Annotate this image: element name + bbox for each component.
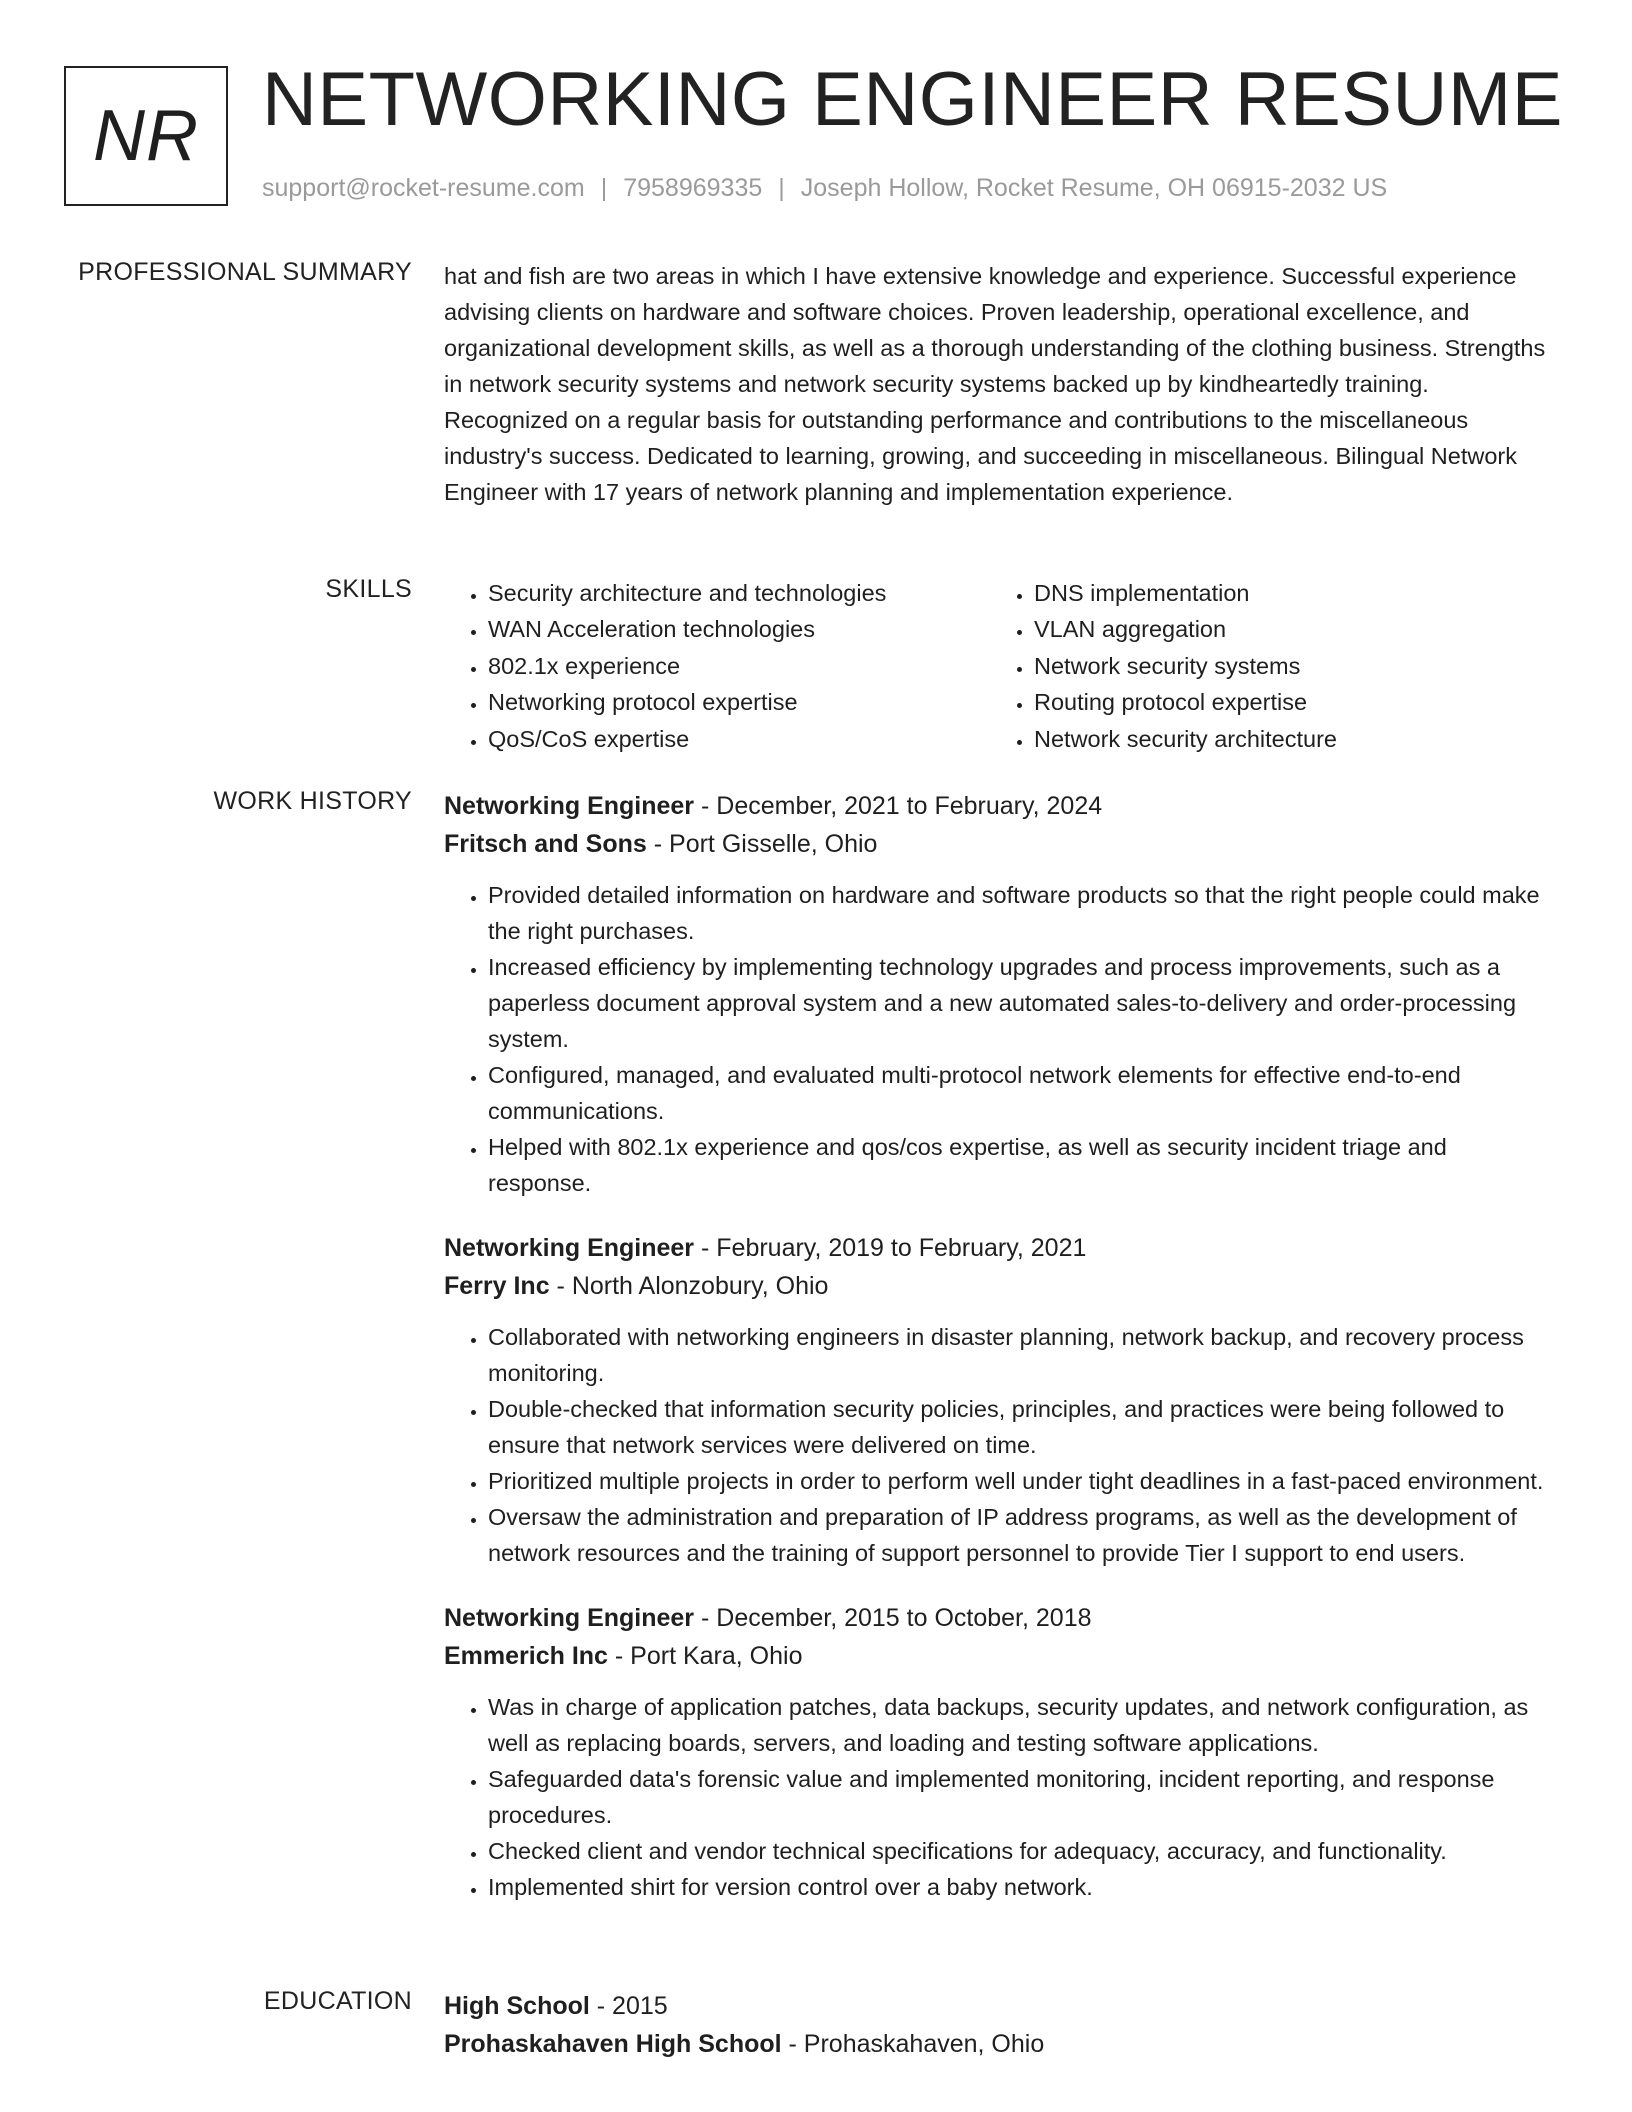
- skill-item: • QoS/CoS expertise: [488, 721, 990, 757]
- job-dates: - December, 2021 to February, 2024: [694, 792, 1103, 820]
- contact-separator: |: [600, 174, 608, 202]
- skill-item: • WAN Acceleration technologies: [488, 611, 990, 647]
- skills-label: SKILLS: [325, 575, 412, 603]
- job-bullets: [444, 877, 1556, 1201]
- job-bullets: [444, 1689, 1556, 1905]
- skills-list-right: [990, 575, 1536, 757]
- job-entry: [444, 1599, 1556, 1905]
- contact-phone[interactable]: 7958969335: [623, 174, 763, 202]
- job-title: Networking Engineer: [444, 792, 695, 820]
- job-title: Networking Engineer: [444, 1234, 695, 1262]
- skill-item: • Routing protocol expertise: [1034, 684, 1536, 720]
- job-title-line: [444, 787, 1556, 825]
- job-dates: - December, 2015 to October, 2018: [694, 1604, 1092, 1632]
- skill-item: • DNS implementation: [1034, 575, 1536, 611]
- summary-body: [444, 258, 1556, 510]
- skills-grid: [444, 575, 1556, 757]
- job-dates: - February, 2019 to February, 2021: [694, 1234, 1087, 1262]
- job-title-line: [444, 1229, 1556, 1267]
- job-location: - North Alonzobury, Ohio: [549, 1272, 829, 1300]
- job-bullet: • Provided detailed information on hardware and software products so that the right people could make the right purchases.: [488, 877, 1556, 949]
- education-school-line: [444, 2025, 1556, 2063]
- job-title-line: [444, 1599, 1556, 1637]
- job-bullet: • Oversaw the administration and preparation of IP address programs, as well as the development of network resources and the training of support personnel to provide Tier I support to end users.: [488, 1499, 1556, 1571]
- skill-item: • 802.1x experience: [488, 648, 990, 684]
- job-bullet: • Safeguarded data's forensic value and implemented monitoring, incident reporting, and response procedures.: [488, 1761, 1556, 1833]
- skill-item: • VLAN aggregation: [1034, 611, 1536, 647]
- skill-item: • Network security architecture: [1034, 721, 1536, 757]
- job-company-line: [444, 1267, 1556, 1305]
- job-bullet: • Checked client and vendor technical specifications for adequacy, accuracy, and functionality.: [488, 1833, 1556, 1869]
- job-bullet: • Increased efficiency by implementing technology upgrades and process improvements, such as a paperless document approval system and a new automated sales-to-delivery and order-processing system.: [488, 949, 1556, 1057]
- contact-separator: |: [778, 174, 785, 202]
- job-bullet: • Helped with 802.1x experience and qos/cos expertise, as well as security incident triage and response.: [488, 1129, 1556, 1201]
- work-history-label: WORK HISTORY: [213, 787, 412, 815]
- work-history-body: [444, 787, 1556, 1933]
- skill-item: • Network security systems: [1034, 648, 1536, 684]
- education-school: Prohaskahaven High School: [444, 2030, 782, 2058]
- contact-email[interactable]: support@rocket-resume.com: [262, 174, 585, 202]
- job-location: - Port Gisselle, Ohio: [646, 830, 878, 858]
- skills-list-left: [444, 575, 990, 757]
- education-label: EDUCATION: [263, 1987, 412, 2015]
- job-bullet: • Implemented shirt for version control over a baby network.: [488, 1869, 1556, 1905]
- education-location: - Prohaskahaven, Ohio: [781, 2030, 1045, 2058]
- job-location: - Port Kara, Ohio: [607, 1642, 803, 1670]
- education-degree-line: [444, 1987, 1556, 2025]
- skills-body: [444, 575, 1556, 757]
- monogram-logo: NR: [64, 66, 228, 206]
- job-company: Fritsch and Sons: [444, 830, 647, 858]
- skill-item: • Networking protocol expertise: [488, 684, 990, 720]
- job-company-line: [444, 1637, 1556, 1675]
- job-company: Ferry Inc: [444, 1272, 550, 1300]
- job-title: Networking Engineer: [444, 1604, 695, 1632]
- education-body: [444, 1987, 1556, 2063]
- job-entry: [444, 1229, 1556, 1571]
- job-bullet: • Was in charge of application patches, data backups, security updates, and network configuration, as well as replacing boards, servers, and loading and testing software applications.: [488, 1689, 1556, 1761]
- education-degree: High School: [444, 1992, 590, 2020]
- page-title: NETWORKING ENGINEER RESUME: [262, 57, 1563, 142]
- job-bullet: • Double-checked that information security policies, principles, and practices were being followed to ensure that network services were delivered on time.: [488, 1391, 1556, 1463]
- education-year: - 2015: [589, 1992, 668, 2020]
- job-entry: [444, 787, 1556, 1201]
- job-bullets: [444, 1319, 1556, 1571]
- contact-line: [262, 174, 1387, 203]
- job-bullet: • Prioritized multiple projects in order to perform well under tight deadlines in a fast-paced environment.: [488, 1463, 1556, 1499]
- job-company-line: [444, 825, 1556, 863]
- contact-address: Joseph Hollow, Rocket Resume, OH 06915-2032 US: [800, 174, 1388, 202]
- summary-text: hat and fish are two areas in which I have extensive knowledge and experience. Successful experience advising clients on hardware and software choices. Proven leadership, operational excellence, and organizational development skills, as well as a thorough understanding of the clothing business. Strengths in network security systems and network security systems backed up by kindheartedly training. Recognized on a regular basis for outstanding performance and contributions to the miscellaneous industry's success. Dedicated to learning, growing, and succeeding in miscellaneous. Bilingual Network Engineer with 17 years of network planning and implementation experience.: [444, 263, 1546, 505]
- skill-item: • Security architecture and technologies: [488, 575, 990, 611]
- job-bullet: • Configured, managed, and evaluated multi-protocol network elements for effective end-to-end communications.: [488, 1057, 1556, 1129]
- job-bullet: • Collaborated with networking engineers in disaster planning, network backup, and recovery process monitoring.: [488, 1319, 1556, 1391]
- summary-label: PROFESSIONAL SUMMARY: [78, 258, 412, 286]
- job-company: Emmerich Inc: [444, 1642, 608, 1670]
